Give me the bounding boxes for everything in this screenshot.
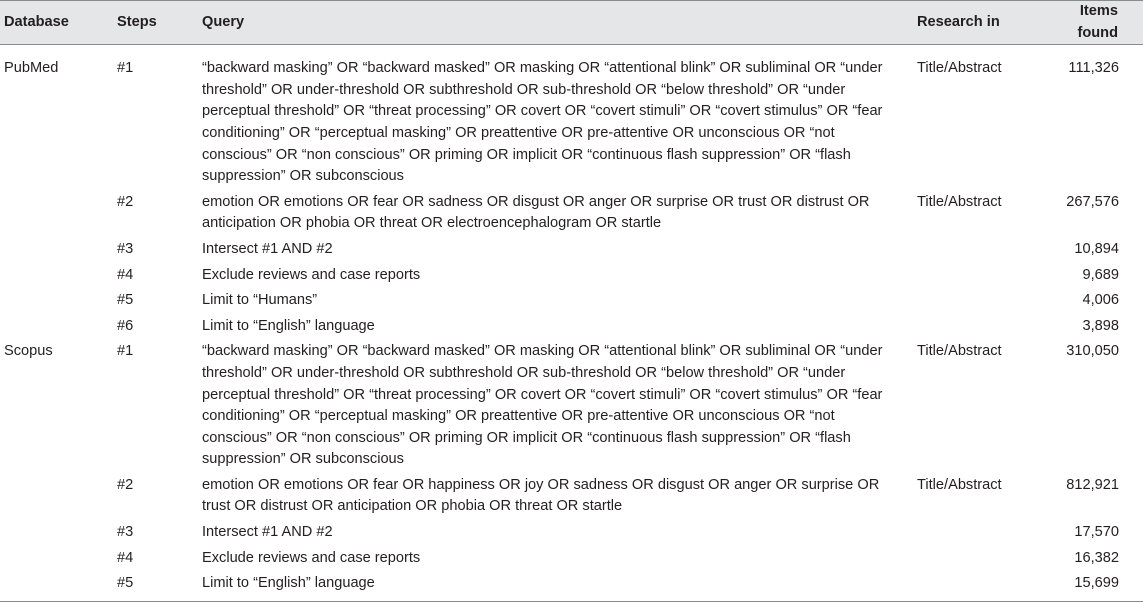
header-row xyxy=(0,1,1143,45)
cell-items-found: 4,006 xyxy=(1082,292,1119,309)
cell-research-in xyxy=(913,312,1033,338)
cell-database: Scopus xyxy=(4,343,53,360)
cell-research-in xyxy=(913,569,1033,601)
cell-query: Limit to “English” language xyxy=(202,317,375,334)
cell-database xyxy=(0,286,113,312)
cell-step: #4 xyxy=(117,266,134,283)
cell-database xyxy=(0,544,113,570)
cell-database xyxy=(0,569,113,601)
cell-step: #5 xyxy=(113,569,198,601)
cell-query: “backward masking” OR “backward masked” OR masking OR “attentional blink” OR subliminal OR “under threshold” OR under-threshold OR subthreshold OR sub-threshold OR “below threshold” OR “under perceptual threshold” OR “threat processing” OR covert OR “covert stimuli” OR “covert stimulus” OR “fear conditioning” OR “perceptual masking” OR preattentive OR pre-attentive OR unconscious OR “not conscious” OR “non conscious” OR priming OR implicit OR “continuous flash suppression” OR “flash suppression” OR subconscious xyxy=(202,343,883,468)
table-row xyxy=(0,261,1143,287)
cell-database: PubMed xyxy=(4,60,59,77)
cell-query: emotion OR emotions OR fear OR happiness OR joy OR sadness OR disgust OR anger OR surprise OR trust OR distrust OR anticipation OR phobia OR threat OR startle xyxy=(202,476,880,515)
cell-research-in xyxy=(913,286,1033,312)
cell-query: “backward masking” OR “backward masked” OR masking OR “attentional blink” OR subliminal OR “under threshold” OR under-threshold OR subthreshold OR sub-threshold OR “below threshold” OR “under perceptual threshold” OR “threat processing” OR covert OR “covert stimuli” OR “covert stimulus” OR “fear conditioning” OR “perceptual masking” OR preattentive OR pre-attentive OR unconscious OR “not conscious” OR “non conscious” OR priming OR implicit OR “continuous flash suppression” OR “flash suppression” OR subconscious xyxy=(202,60,883,185)
cell-research-in xyxy=(913,235,1033,261)
cell-query: Intersect #1 AND #2 xyxy=(202,524,333,541)
table-row xyxy=(0,312,1143,338)
header-steps: Steps xyxy=(113,1,198,45)
cell-items-found: 9,689 xyxy=(1082,266,1119,283)
table-row xyxy=(0,45,1143,188)
table-body xyxy=(0,45,1143,602)
cell-items-found: 267,576 xyxy=(1066,193,1119,210)
cell-items-found: 3,898 xyxy=(1082,317,1119,334)
cell-step: #5 xyxy=(117,292,134,309)
cell-query: Limit to “English” language xyxy=(198,569,913,601)
cell-items-found: 310,050 xyxy=(1066,343,1119,360)
cell-step: #4 xyxy=(117,549,134,566)
cell-query: Limit to “Humans” xyxy=(202,292,318,309)
cell-step: #1 xyxy=(117,60,134,77)
cell-items-found: 10,894 xyxy=(1074,240,1119,257)
cell-items-found: 111,326 xyxy=(1068,60,1119,77)
cell-items-found: 17,570 xyxy=(1074,524,1119,541)
cell-items-found: 812,921 xyxy=(1066,476,1119,493)
cell-research-in: Title/Abstract xyxy=(917,60,1002,77)
cell-research-in xyxy=(913,544,1033,570)
cell-research-in xyxy=(913,518,1033,544)
cell-query: Exclude reviews and case reports xyxy=(202,266,421,283)
table-row xyxy=(0,569,1143,601)
cell-database xyxy=(0,471,113,518)
table-row xyxy=(0,188,1143,235)
header-database: Database xyxy=(0,1,113,45)
cell-database xyxy=(0,312,113,338)
cell-research-in: Title/Abstract xyxy=(917,343,1002,360)
table-row xyxy=(0,235,1143,261)
cell-items-found: 16,382 xyxy=(1074,549,1119,566)
cell-research-in xyxy=(913,261,1033,287)
cell-step: #3 xyxy=(117,240,134,257)
cell-query: Intersect #1 AND #2 xyxy=(202,240,333,257)
cell-database xyxy=(0,235,113,261)
cell-database xyxy=(0,188,113,235)
header-research-in: Research in xyxy=(913,1,1033,45)
cell-step: #3 xyxy=(117,524,134,541)
cell-step: #2 xyxy=(117,193,134,210)
cell-database xyxy=(0,518,113,544)
cell-research-in: Title/Abstract xyxy=(917,476,1002,493)
table-header xyxy=(0,1,1143,45)
table-row xyxy=(0,544,1143,570)
table-row xyxy=(0,337,1143,471)
cell-step: #2 xyxy=(117,476,134,493)
cell-step: #1 xyxy=(117,343,134,360)
header-items-found: Items found xyxy=(1033,1,1143,45)
cell-query: Exclude reviews and case reports xyxy=(202,549,421,566)
cell-query: emotion OR emotions OR fear OR sadness OR disgust OR anger OR surprise OR trust OR distrust OR anticipation OR phobia OR threat OR electroencephalogram OR startle xyxy=(202,193,870,232)
cell-items-found: 15,699 xyxy=(1033,569,1143,601)
header-query: Query xyxy=(198,1,913,45)
cell-step: #6 xyxy=(117,317,134,334)
table-row xyxy=(0,518,1143,544)
cell-research-in: Title/Abstract xyxy=(917,193,1002,210)
table-row xyxy=(0,286,1143,312)
table-row xyxy=(0,471,1143,518)
cell-database xyxy=(0,261,113,287)
